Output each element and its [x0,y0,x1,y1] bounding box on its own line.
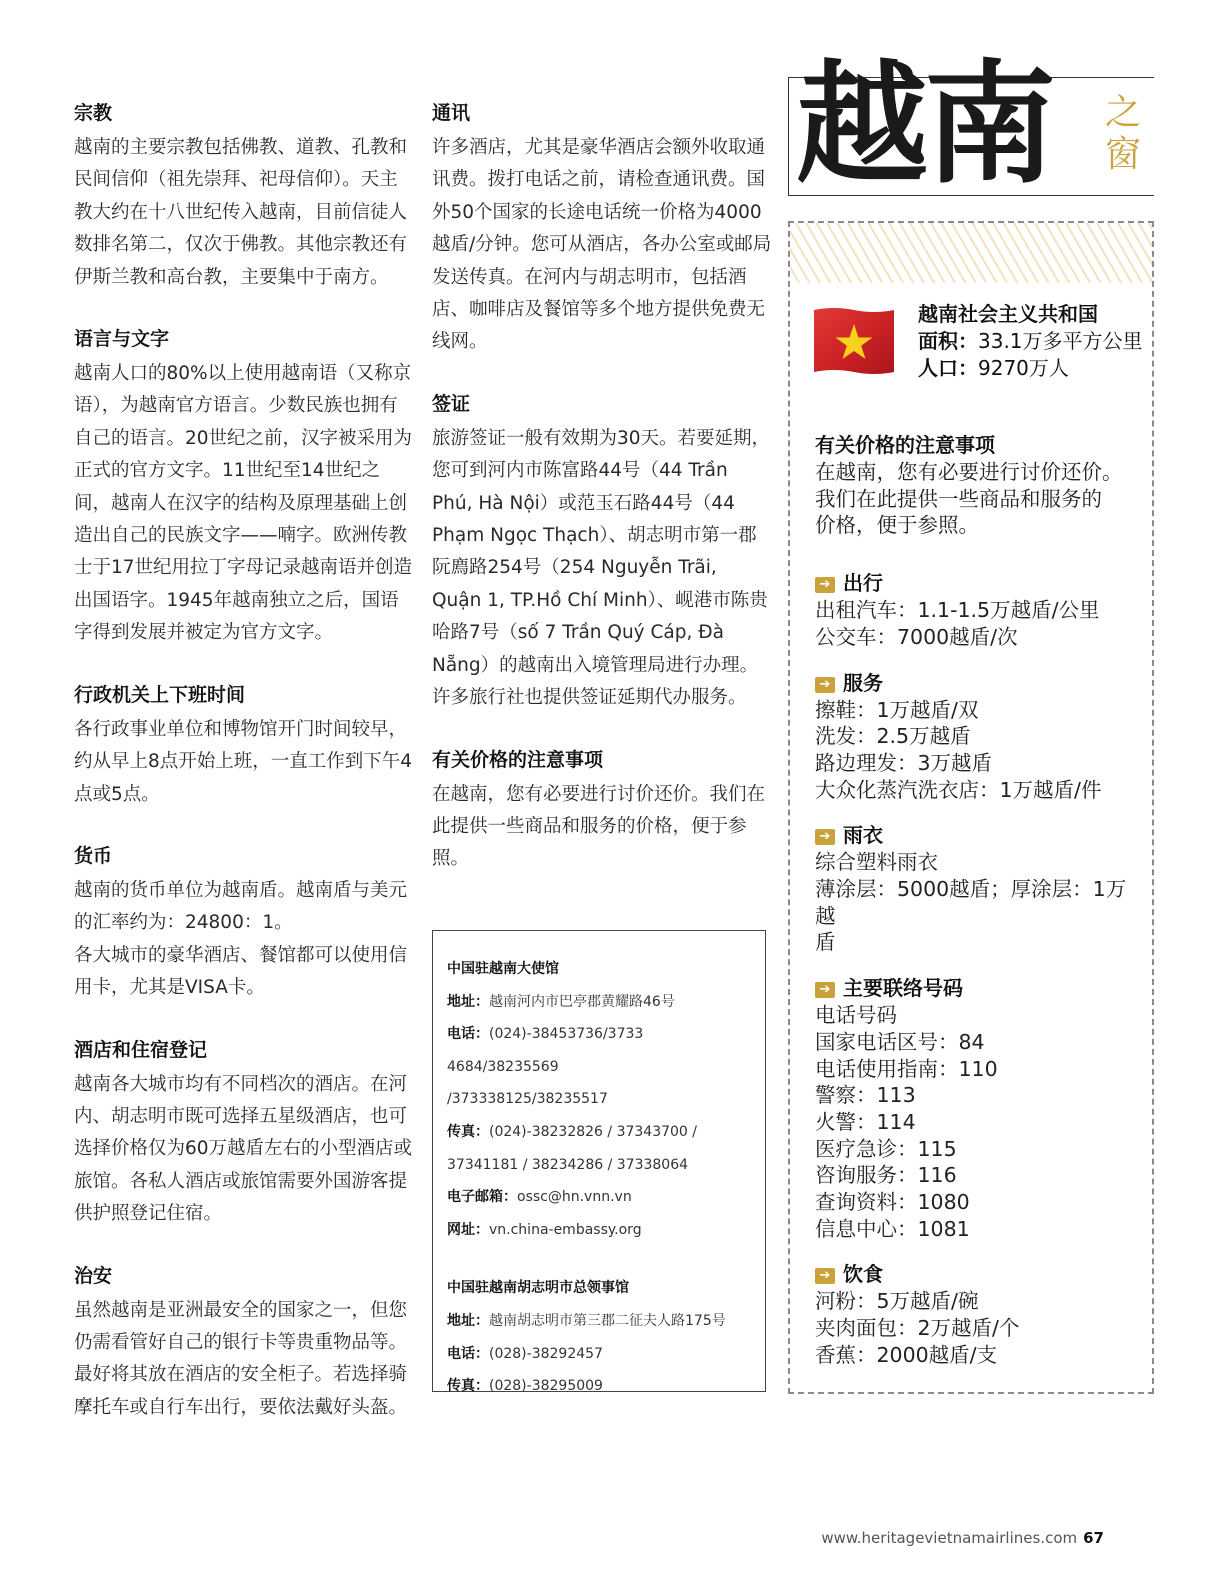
embassy-detail-line [447,1181,755,1214]
section-paragraph: 各行政事业单位和博物馆开门时间较早，约从早上8点开始上班，一直工作到下午4点或5点。 [74,718,413,805]
price-item: 夹肉面包：2万越盾/个 [815,1316,1020,1341]
embassy-detail-line [447,986,755,1019]
detail-value: (028)-38292457 [489,1345,603,1362]
population-value: 9270万人 [978,356,1069,380]
price-category-heading [815,569,1145,597]
section-paragraph: 越南的货币单位为越南盾。越南盾与美元的汇率约为：24800：1。 [74,879,408,934]
page-title: 越南 [796,47,1052,202]
country-name: 越南社会主义共和国 [918,302,1098,326]
detail-value: 越南胡志明市第三郡二征夫人路175号 [489,1312,726,1329]
price-category-heading [815,669,1145,697]
section-paragraph: 许多酒店，尤其是豪华酒店会额外收取通讯费。拨打电话之前，请检查通讯费。国外50个国家的长途电话统一价格为4000越盾/分钟。您可从酒店，各办公室或邮局发送传真。在河内与胡志明市，包括酒店、咖啡店及餐馆等多个地方提供免费无线网。 [432,137,772,353]
arrow-right-icon: ➔ [815,1268,835,1284]
section-paragraph: 各大城市的豪华酒店、餐馆都可以使用信用卡，尤其是VISA卡。 [74,944,408,999]
population-label: 人口： [918,356,978,380]
price-notice-line: 价格，便于参照。 [815,513,979,538]
article-section [432,389,772,715]
article-section [432,98,772,359]
price-item: 出租汽车：1.1-1.5万越盾/公里 [815,598,1100,623]
embassy-detail-line [447,1338,755,1371]
section-heading: 有关价格的注意事项 [432,748,604,771]
article-section [74,324,416,650]
price-item: 咨询服务：116 [815,1163,957,1188]
detail-value: (024)-38453736/3733 4684/38235569 /373338125/38235517 [447,1026,644,1108]
price-category-heading [815,1260,1145,1288]
detail-label: 传真： [447,1123,489,1140]
section-heading: 语言与文字 [74,328,170,351]
price-category-heading [815,974,1145,1002]
detail-label: 网址： [447,1221,489,1238]
price-item: 查询资料：1080 [815,1190,970,1215]
price-item: 盾 [815,930,836,955]
area-label: 面积： [918,329,978,353]
price-category-title: 出行 [843,571,883,596]
detail-value: (024)-38232826 / 37343700 / 37341181 / 38234286 / 37338064 [447,1123,697,1173]
embassy-detail-line [447,1214,755,1247]
arrow-right-icon: ➔ [815,982,835,998]
embassy-detail-line [447,1018,755,1116]
section-heading: 通讯 [432,102,471,124]
price-category [815,821,1145,956]
price-item: 大众化蒸汽洗衣店：1万越盾/件 [815,777,1102,802]
section-heading: 货币 [74,844,113,867]
detail-value: ossc@hn.vnn.vn [517,1189,632,1206]
price-category-heading [815,821,1145,849]
middle-column [432,98,772,906]
arrow-right-icon: ➔ [815,677,835,693]
country-population [918,355,1150,382]
section-heading: 签证 [432,392,471,415]
sidebar-content [815,431,1145,1387]
price-item: 洗发：2.5万越盾 [815,724,971,749]
article-section [74,1035,416,1231]
area-value: 33.1万多平方公里 [978,329,1143,353]
price-item: 河粉：5万越盾/碗 [815,1289,979,1314]
price-item: 医疗急诊：115 [815,1136,957,1161]
section-paragraph: 虽然越南是亚洲最安全的国家之一，但您仍需看管好自己的银行卡等贵重物品等。最好将其放在酒店的安全柜子。若选择骑摩托车或自行车出行，要依法戴好头盔。 [74,1299,408,1418]
article-section [74,841,416,1005]
section-paragraph: 越南的主要宗教包括佛教、道教、孔教和民间信仰（祖先崇拜、祀母信仰）。天主教大约在十八世纪传入越南，目前信徒人数排名第二，仅次于佛教。其他宗教还有伊斯兰教和高台教，主要集中于南方。 [74,137,408,288]
section-heading: 治安 [74,1264,113,1287]
price-category-title: 雨衣 [843,823,883,848]
sidebar-panel [788,221,1154,1394]
price-item: 国家电话区号：84 [815,1029,985,1054]
left-column [74,98,416,1454]
price-notice-line: 在越南，您有必要进行讨价还价。 [815,460,1123,484]
detail-value: vn.china-embassy.org [489,1221,642,1238]
page-subtitle: 之窗 [1104,92,1141,175]
detail-label: 地址： [447,993,489,1010]
section-heading: 酒店和住宿登记 [74,1038,208,1061]
embassy-detail-line [447,1305,755,1338]
price-item: 电话使用指南：110 [815,1056,998,1081]
article-section [74,1261,416,1425]
section-heading: 行政机关上下班时间 [74,683,246,706]
article-section [74,98,416,294]
price-notice-intro [815,431,1145,539]
price-item: 薄涂层：5000越盾；厚涂层：1万越 [815,877,1127,928]
price-category-title: 饮食 [843,1262,883,1287]
country-facts [918,301,1150,382]
detail-label: 地址： [447,1312,489,1329]
page-number: 67 [1083,1529,1104,1547]
footer-url: www.heritagevietnamairlines.com [821,1529,1078,1547]
country-area [918,328,1150,355]
vietnam-flag-icon [814,306,894,376]
embassy-block [447,953,755,1246]
embassy-detail-line [447,1116,755,1181]
section-paragraph: 在越南，您有必要进行讨价还价。我们在此提供一些商品和服务的价格，便于参照。 [432,783,766,870]
price-item: 路边理发：3万越盾 [815,750,993,775]
detail-label: 电子邮箱： [447,1189,517,1206]
sidebar-hatch-decoration [790,223,1152,283]
detail-label: 传真： [447,1378,489,1395]
page-footer [821,1529,1104,1547]
detail-value: (028)-38295009 [489,1378,603,1395]
price-notice-heading: 有关价格的注意事项 [815,433,995,457]
price-item: 香蕉：2000越盾/支 [815,1342,998,1367]
arrow-right-icon: ➔ [815,829,835,845]
detail-value: 越南河内市巴亭郡黄耀路46号 [489,993,675,1010]
section-paragraph: 越南各大城市均有不同档次的酒店。在河内、胡志明市既可选择五星级酒店，也可选择价格仅为60万越盾左右的小型酒店或旅馆。各私人酒店或旅馆需要外国游客提供护照登记住宿。 [74,1073,413,1225]
embassy-name: 中国驻越南胡志明市总领事馆 [447,1280,629,1297]
price-category [815,569,1145,650]
article-section [432,745,772,876]
detail-label: 电话： [447,1345,489,1362]
price-category [815,1260,1145,1368]
detail-label: 电话： [447,1026,489,1043]
section-heading: 宗教 [74,102,113,124]
embassy-detail-line [447,1370,755,1403]
section-paragraph: 旅游签证一般有效期为30天。若要延期，您可到河内市陈富路44号（44 Trần Phú, Hà Nội）或范玉石路44号（44 Phạm Ngọc Thạch）、胡志明市第一郡阮廌路254号（254 Nguyễn Trãi, Quận 1, TP.Hồ Chí Minh）、岘港市陈贵哈路7号（số 7 Trần Quý Cáp, Đà Nẵng）的越南出入境管理局进行办理。许多旅行社也提供签证延期代办服务。 [432,427,771,709]
section-paragraph: 越南人口的80%以上使用越南语（又称京语），为越南官方语言。少数民族也拥有自己的语言。20世纪之前，汉字被采用为正式的官方文字。11世纪至14世纪之间，越南人在汉字的结构及原理基础上创造出自己的民族文字——喃字。欧洲传教士于17世纪用拉丁字母记录越南语并创造出国语字。1945年越南独立之后，国语字得到发展并被定为官方文字。 [74,363,413,644]
price-item: 电话号码 [815,1003,897,1028]
price-item: 综合塑料雨衣 [815,850,938,875]
price-item: 擦鞋：1万越盾/双 [815,697,979,722]
price-item: 火警：114 [815,1109,916,1134]
embassy-name: 中国驻越南大使馆 [447,961,559,977]
price-category [815,974,1145,1242]
price-category-title: 主要联络号码 [843,976,963,1001]
price-notice-line: 我们在此提供一些商品和服务的 [815,486,1102,511]
price-item: 公交车：7000越盾/次 [815,624,1018,649]
embassy-info-box [432,930,766,1395]
embassy-block [447,1272,755,1402]
article-section [74,680,416,811]
price-category-title: 服务 [843,670,883,695]
arrow-right-icon: ➔ [815,577,835,593]
price-item: 信息中心：1081 [815,1216,970,1241]
price-item: 警察：113 [815,1083,916,1108]
price-category [815,669,1145,804]
